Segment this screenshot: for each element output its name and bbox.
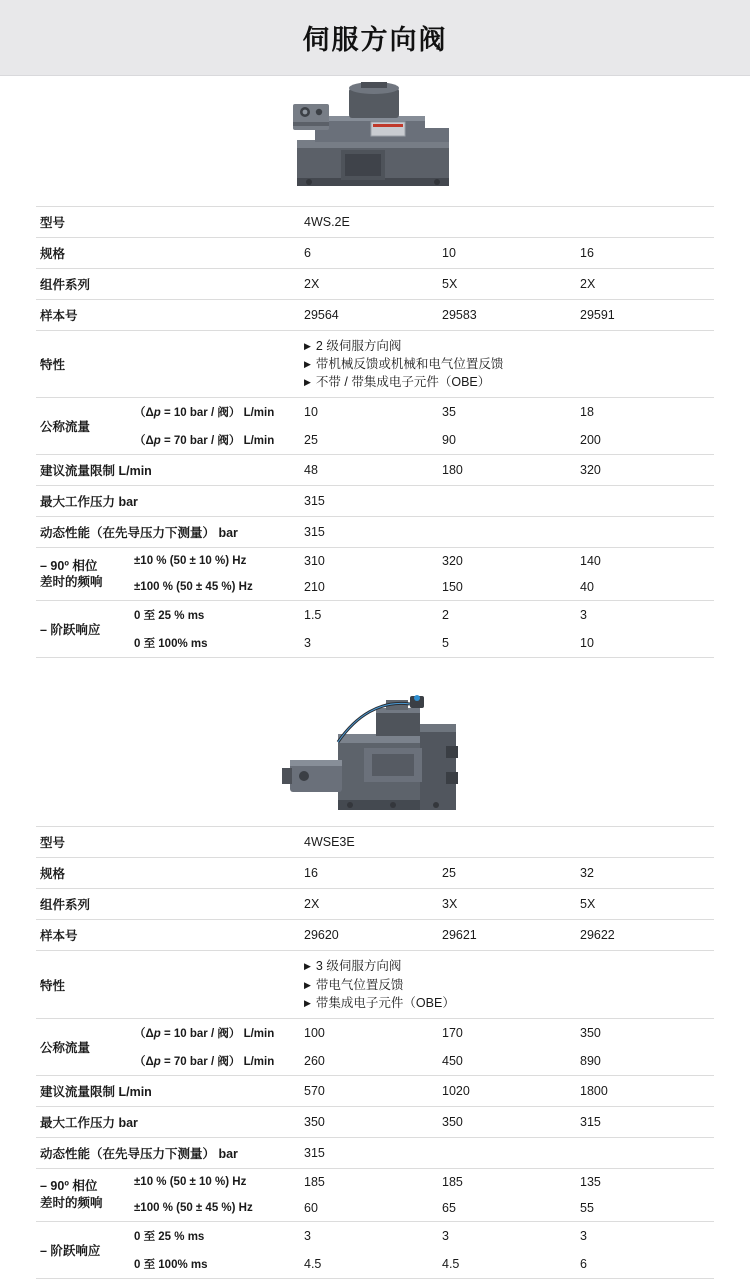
cell-step100-2: 4.5 — [442, 1256, 460, 1271]
table-row — [36, 889, 714, 920]
row-label-phase: – 90º 相位 差时的频响 — [40, 1178, 103, 1210]
valve-illustration-icon — [275, 82, 475, 202]
cell-maxpressure-1: 350 — [304, 1114, 325, 1129]
row-sublabel-phase-10: ±10 % (50 ± 10 %) Hz — [134, 555, 247, 568]
row-sublabel-phase-100: ±100 % (50 ± 45 %) Hz — [134, 581, 253, 594]
cell-flow10-3: 350 — [580, 1025, 601, 1040]
row-label-datasheet: 样本号 — [40, 929, 78, 944]
cell-series-3: 5X — [580, 897, 596, 912]
spec-table-1 — [36, 206, 714, 658]
table-row — [36, 269, 714, 300]
table-row — [36, 548, 714, 575]
row-label-nominal-flow: 公称流量 — [40, 1040, 91, 1055]
table-row — [36, 574, 714, 601]
cell-flow10-2: 170 — [442, 1025, 463, 1040]
servo-valve-4ws2e-photo — [36, 76, 714, 206]
row-label-dynamic: 动态性能（在先导压力下测量） bar — [40, 526, 238, 541]
cell-flow70-3: 890 — [580, 1053, 601, 1068]
cell-flow70-2: 450 — [442, 1053, 463, 1068]
cell-datasheet-3: 29622 — [580, 928, 615, 943]
row-label-max-pressure: 最大工作压力 bar — [40, 1115, 138, 1130]
row-sublabel-step-100: 0 至 100% ms — [134, 638, 208, 651]
cell-size-1: 16 — [304, 866, 318, 881]
cell-step25-3: 3 — [580, 608, 587, 623]
cell-datasheet-2: 29621 — [442, 928, 477, 943]
cell-phase100-3: 40 — [580, 580, 594, 595]
cell-phase10-1: 310 — [304, 554, 325, 569]
row-label-step-response: – 阶跃响应 — [40, 1243, 101, 1258]
cell-maxflow-3: 1800 — [580, 1083, 608, 1098]
table-row — [36, 398, 714, 427]
cell-series-3: 2X — [580, 277, 596, 291]
cell-phase10-1: 185 — [304, 1174, 325, 1189]
table-row — [36, 601, 714, 630]
cell-datasheet-1: 29620 — [304, 928, 339, 943]
cell-flow10-1: 10 — [304, 405, 318, 420]
table-row — [36, 1106, 714, 1137]
cell-phase10-3: 140 — [580, 554, 601, 569]
cell-series-2: 3X — [442, 897, 458, 912]
table-row — [36, 486, 714, 517]
row-label-size: 规格 — [40, 247, 66, 261]
cell-step25-2: 2 — [442, 608, 449, 623]
cell-phase100-1: 60 — [304, 1200, 318, 1215]
feature-item: ▶ 不带 / 带集成电子元件（OBE） — [304, 375, 491, 390]
cell-maxpressure-2: 350 — [442, 1114, 463, 1129]
cell-size-3: 32 — [580, 866, 594, 881]
table-row — [36, 920, 714, 951]
cell-phase100-2: 65 — [442, 1200, 456, 1215]
table-row — [36, 1137, 714, 1168]
product-section-1 — [0, 76, 750, 658]
table-row — [36, 1221, 714, 1250]
cell-phase100-2: 150 — [442, 580, 463, 595]
servo-valve-4wse3e-photo — [36, 696, 714, 826]
cell-phase100-1: 210 — [304, 580, 325, 595]
triangle-bullet-icon: ▶ — [304, 377, 311, 388]
cell-flow10-3: 18 — [580, 405, 594, 420]
row-label-datasheet: 样本号 — [40, 309, 78, 323]
row-sublabel-phase-100: ±100 % (50 ± 45 %) Hz — [134, 1201, 253, 1214]
cell-features — [300, 951, 714, 1018]
cell-datasheet-1: 29564 — [304, 308, 339, 322]
cell-maxflow-1: 570 — [304, 1083, 325, 1098]
cell-datasheet-2: 29583 — [442, 308, 477, 322]
cell-step25-1: 3 — [304, 1228, 311, 1243]
cell-phase10-2: 320 — [442, 554, 463, 569]
triangle-bullet-icon: ▶ — [304, 359, 311, 370]
table-row — [36, 1195, 714, 1222]
row-sublabel-flow-70bar: （Δp = 70 bar / 阀） L/min — [134, 435, 275, 448]
row-sublabel-step-25: 0 至 25 % ms — [134, 610, 205, 623]
page-header — [0, 0, 750, 76]
cell-step100-3: 10 — [580, 636, 594, 651]
triangle-bullet-icon: ▶ — [304, 979, 311, 990]
row-label-model: 型号 — [40, 836, 66, 851]
cell-maxpressure-1: 315 — [304, 494, 325, 509]
row-sublabel-step-25: 0 至 25 % ms — [134, 1230, 205, 1243]
cell-dynamic-1: 315 — [304, 525, 325, 540]
page-title: 伺服方向阀 — [302, 25, 448, 55]
feature-item: ▶ 带集成电子元件（OBE） — [304, 995, 455, 1010]
cell-flow10-1: 100 — [304, 1025, 325, 1040]
cell-step25-2: 3 — [442, 1228, 449, 1243]
table-row — [36, 951, 714, 1018]
cell-flow70-1: 260 — [304, 1053, 325, 1068]
row-label-phase: – 90º 相位 差时的频响 — [40, 558, 103, 590]
row-label-model: 型号 — [40, 216, 66, 230]
row-sublabel-flow-10bar: （Δp = 10 bar / 阀） L/min — [134, 1027, 275, 1040]
table-row — [36, 1250, 714, 1279]
cell-maxpressure-3: 315 — [580, 1114, 601, 1129]
row-label-step-response: – 阶跃响应 — [40, 623, 101, 638]
row-label-series: 组件系列 — [40, 278, 91, 292]
cell-model-value: 4WSE3E — [304, 835, 355, 850]
row-sublabel-step-100: 0 至 100% ms — [134, 1258, 208, 1271]
table-row — [36, 1018, 714, 1047]
section-divider — [0, 658, 750, 696]
feature-item: ▶ 带机械反馈或机械和电气位置反馈 — [304, 357, 504, 372]
valve-illustration-icon — [260, 694, 490, 822]
row-label-max-flow: 建议流量限制 L/min — [40, 464, 152, 479]
row-sublabel-phase-10: ±10 % (50 ± 10 %) Hz — [134, 1175, 247, 1188]
row-sublabel-flow-70bar: （Δp = 70 bar / 阀） L/min — [134, 1055, 275, 1068]
cell-flow70-2: 90 — [442, 433, 456, 448]
cell-maxflow-3: 320 — [580, 463, 601, 478]
row-label-dynamic: 动态性能（在先导压力下测量） bar — [40, 1146, 238, 1161]
cell-flow10-2: 35 — [442, 405, 456, 420]
cell-size-2: 25 — [442, 866, 456, 881]
triangle-bullet-icon: ▶ — [304, 961, 311, 972]
table-row — [36, 1168, 714, 1195]
cell-size-3: 16 — [580, 246, 594, 260]
cell-step100-1: 3 — [304, 636, 311, 651]
cell-datasheet-3: 29591 — [580, 308, 615, 322]
cell-step25-1: 1.5 — [304, 608, 322, 623]
table-row — [36, 331, 714, 398]
cell-series-1: 2X — [304, 277, 320, 291]
table-row — [36, 517, 714, 548]
table-row — [36, 858, 714, 889]
cell-step100-1: 4.5 — [304, 1256, 322, 1271]
feature-item: ▶ 带电气位置反馈 — [304, 977, 404, 992]
cell-maxflow-1: 48 — [304, 463, 318, 478]
cell-size-1: 6 — [304, 246, 311, 260]
table-row — [36, 238, 714, 269]
cell-step100-3: 6 — [580, 1256, 587, 1271]
row-sublabel-flow-10bar: （Δp = 10 bar / 阀） L/min — [134, 407, 275, 420]
cell-maxflow-2: 1020 — [442, 1083, 470, 1098]
table-row — [36, 1047, 714, 1076]
table-row — [36, 426, 714, 455]
spec-table-2 — [36, 826, 714, 1278]
feature-item: ▶ 3 级伺服方向阀 — [304, 959, 402, 974]
table-row — [36, 300, 714, 331]
table-row — [36, 629, 714, 658]
row-label-series: 组件系列 — [40, 898, 91, 913]
cell-maxflow-2: 180 — [442, 463, 463, 478]
cell-phase10-3: 135 — [580, 1174, 601, 1189]
cell-model-value: 4WS.2E — [304, 215, 350, 229]
table-row — [36, 827, 714, 858]
cell-phase10-2: 185 — [442, 1174, 463, 1189]
triangle-bullet-icon: ▶ — [304, 997, 311, 1008]
cell-step25-3: 3 — [580, 1228, 587, 1243]
cell-features — [300, 331, 714, 398]
table-row — [36, 455, 714, 486]
product-section-2 — [0, 696, 750, 1278]
cell-flow70-1: 25 — [304, 433, 318, 448]
cell-dynamic-1: 315 — [304, 1145, 325, 1160]
table-row — [36, 207, 714, 238]
triangle-bullet-icon: ▶ — [304, 341, 311, 351]
row-label-nominal-flow: 公称流量 — [40, 420, 91, 435]
cell-step100-2: 5 — [442, 636, 449, 651]
cell-flow70-3: 200 — [580, 433, 601, 448]
row-label-features: 特性 — [40, 978, 66, 993]
row-label-features: 特性 — [40, 358, 66, 373]
feature-item: ▶ 2 级伺服方向阀 — [304, 339, 402, 353]
cell-series-2: 5X — [442, 277, 458, 291]
row-label-max-pressure: 最大工作压力 bar — [40, 495, 138, 510]
row-label-size: 规格 — [40, 867, 66, 882]
table-row — [36, 1075, 714, 1106]
cell-series-1: 2X — [304, 897, 320, 912]
cell-phase100-3: 55 — [580, 1200, 594, 1215]
cell-size-2: 10 — [442, 246, 456, 260]
row-label-max-flow: 建议流量限制 L/min — [40, 1084, 152, 1099]
